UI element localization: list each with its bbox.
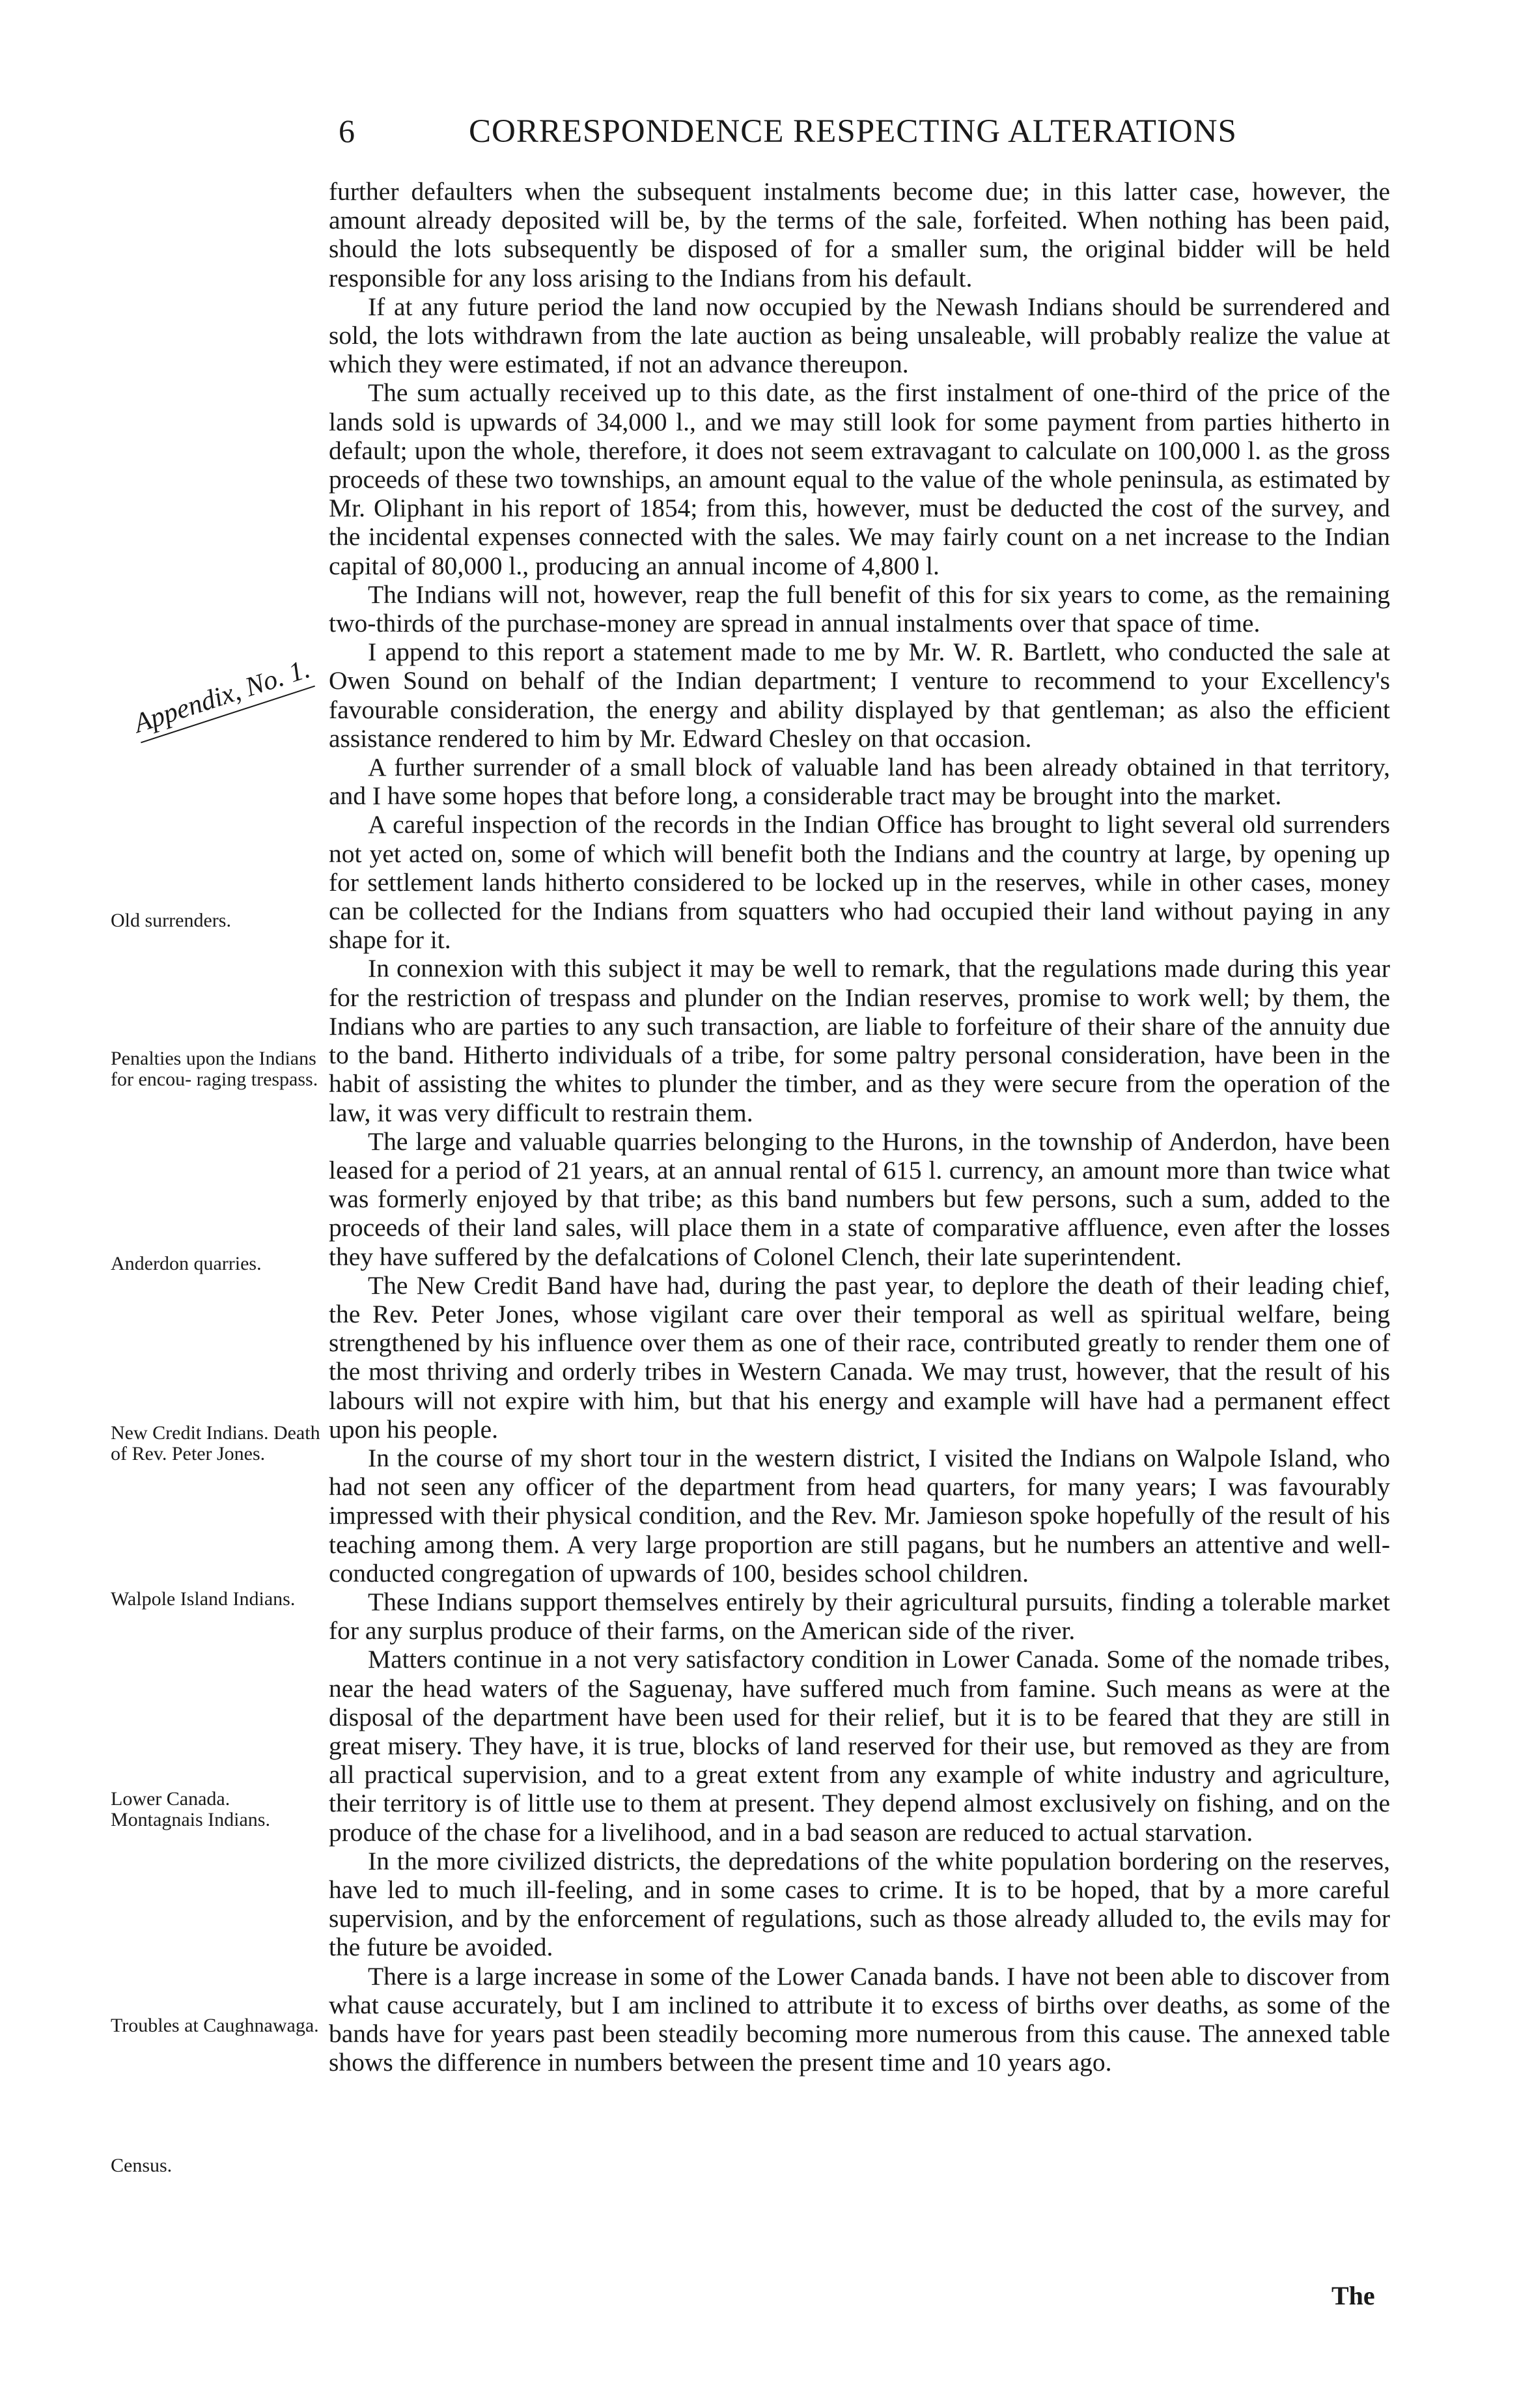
margin-note-troubles: Troubles at Caughnawaga. (111, 2015, 319, 2036)
paragraph: In the more civilized districts, the depredations of the white population bordering on the reserves, have led to much ill-feeling, and in some cases to crime. It is to be hoped, that by a more careful supervision, and by the enforcement of regulations, such as those already alluded to, the evils may for the future be avoided. (329, 1846, 1390, 1962)
page-number: 6 (339, 113, 355, 149)
paragraph: The New Credit Band have had, during the past year, to deplore the death of their leading chief, the Rev. Peter Jones, whose vigilant care over their temporal as well as spiritual welfare, being strengthened by his influence over them as one of their race, contributed greatly to render them one of the most thriving and orderly tribes in Western Canada. We may trust, however, that the result of his labours will not expire with him, but that his energy and example will have had a permanent effect upon his people. (329, 1270, 1390, 1444)
paragraph: I append to this report a statement made to me by Mr. W. R. Bartlett, who conducted the sale at Owen Sound on behalf of the Indian department; I venture to recommend to your Excellency's favourable consideration, the energy and ability displayed by that gentleman; as also the efficient assistance rendered to him by Mr. Edward Chesley on that occasion. (329, 637, 1390, 753)
paragraph: The Indians will not, however, reap the full benefit of this for six years to come, as the remaining two-thirds of the purchase-money are spread in annual instalments over that space of time. (329, 580, 1390, 638)
paragraph: The sum actually received up to this date, as the first instalment of one-third of the price of the lands sold is upwards of 34,000 l., and we may still look for some payment from parties hitherto in default; upon the whole, therefore, it does not seem extravagant to calculate on 100,000 l. as the gross proceeds of these two townships, an amount equal to the value of the whole peninsula, as estimated by Mr. Oliphant in his report of 1854; from this, however, must be deducted the cost of the survey, and the incidental expenses connected with the sales. We may fairly count on a net increase to the Indian capital of 80,000 l., producing an annual income of 4,800 l. (329, 378, 1390, 580)
body-text (329, 177, 1390, 2077)
paragraph: In the course of my short tour in the western district, I visited the Indians on Walpole Island, who had not seen any officer of the department from head quarters, for many years; I was favourably impressed with their physical condition, and the Rev. Mr. Jamieson spoke hopefully of the result of his teaching among them. A very large proportion are still pagans, but he numbers an attentive and well-conducted congregation of upwards of 100, besides school children. (329, 1443, 1390, 1588)
paragraph: The large and valuable quarries belonging to the Hurons, in the township of Anderdon, have been leased for a period of 21 years, at an annual rental of 615 l. currency, an amount more than twice what was formerly enjoyed by that tribe; as this band numbers but few persons, such a sum, added to the proceeds of their land sales, will place them in a state of comparative affluence, even after the losses they have suffered by the defalcations of Colonel Clench, their late superintendent. (329, 1127, 1390, 1271)
margin-note-lower-canada: Lower Canada. Montagnais Indians. (111, 1788, 270, 1830)
margin-note-penalties: Penalties upon the Indians for encou- raging trespass. (111, 1048, 318, 1090)
paragraph: There is a large increase in some of the Lower Canada bands. I have not been able to discover from what cause accurately, but I am inclined to attribute it to excess of births over deaths, as some of the bands have for years past been steadily becoming more numerous from this cause. The annexed table shows the difference in numbers between the present time and 10 years ago. (329, 1961, 1390, 2077)
running-title: CORRESPONDENCE RESPECTING ALTERATIONS (469, 113, 1237, 150)
paragraph: Matters continue in a not very satisfactory condition in Lower Canada. Some of the nomade tribes, near the head waters of the Saguenay, have suffered much from famine. Such means as were at the disposal of the department have been used for their relief, but it is to be feared that they are still in great misery. They have, it is true, blocks of land reserved for their use, but removed as they are from all practical supervision, and to a great extent from any example of white industry and agriculture, their territory is of little use to them at present. They depend almost exclusively on fishing, and on the produce of the chase for a livelihood, and in a bad season are reduced to actual starvation. (329, 1645, 1390, 1847)
page-header (339, 112, 1354, 164)
margin-note-new-credit: New Credit Indians. Death of Rev. Peter Jones. (111, 1422, 320, 1464)
paragraph: A careful inspection of the records in the Indian Office has brought to light several old surrenders not yet acted on, some of which will benefit both the Indians and the country at large, by opening up for settlement lands hitherto considered to be locked up in the reserves, while in other cases, money can be collected for the Indians from squatters who had occupied their land without paying in any shape for it. (329, 810, 1390, 955)
paragraph: further defaulters when the subsequent instalments become due; in this latter case, however, the amount already deposited will be, by the terms of the sale, forfeited. When nothing has been paid, should the lots subsequently be disposed of for a smaller sum, the original bidder will be held responsible for any loss arising to the Indians from his default. (329, 177, 1390, 292)
margin-note-appendix: Appendix, No. 1. (130, 653, 315, 743)
paragraph: In connexion with this subject it may be well to remark, that the regulations made during this year for the restriction of trespass and plunder on the Indian reserves, promise to work well; by them, the Indians who are parties to any such transaction, are liable to forfeiture of their share of the annuity due to the band. Hitherto individuals of a tribe, for some paltry personal consideration, have been in the habit of assisting the whites to plunder the timber, and as they were secure from the operation of the law, it was very difficult to restrain them. (329, 954, 1390, 1127)
margin-note-walpole: Walpole Island Indians. (111, 1588, 296, 1610)
margin-note-old-surrenders: Old surrenders. (111, 910, 231, 931)
catchword: The (1331, 2281, 1375, 2310)
paragraph: These Indians support themselves entirely by their agricultural pursuits, finding a tolerable market for any surplus produce of their farms, on the American side of the river. (329, 1587, 1390, 1645)
margin-note-anderdon: Anderdon quarries. (111, 1253, 262, 1274)
paragraph: If at any future period the land now occupied by the Newash Indians should be surrendered and sold, the lots withdrawn from the late auction as being unsaleable, will probably realize the value at which they were estimated, if not an advance thereupon. (329, 292, 1390, 379)
margin-note-census: Census. (111, 2155, 173, 2176)
paragraph: A further surrender of a small block of valuable land has been already obtained in that territory, and I have some hopes that before long, a considerable tract may be brought into the market. (329, 753, 1390, 811)
